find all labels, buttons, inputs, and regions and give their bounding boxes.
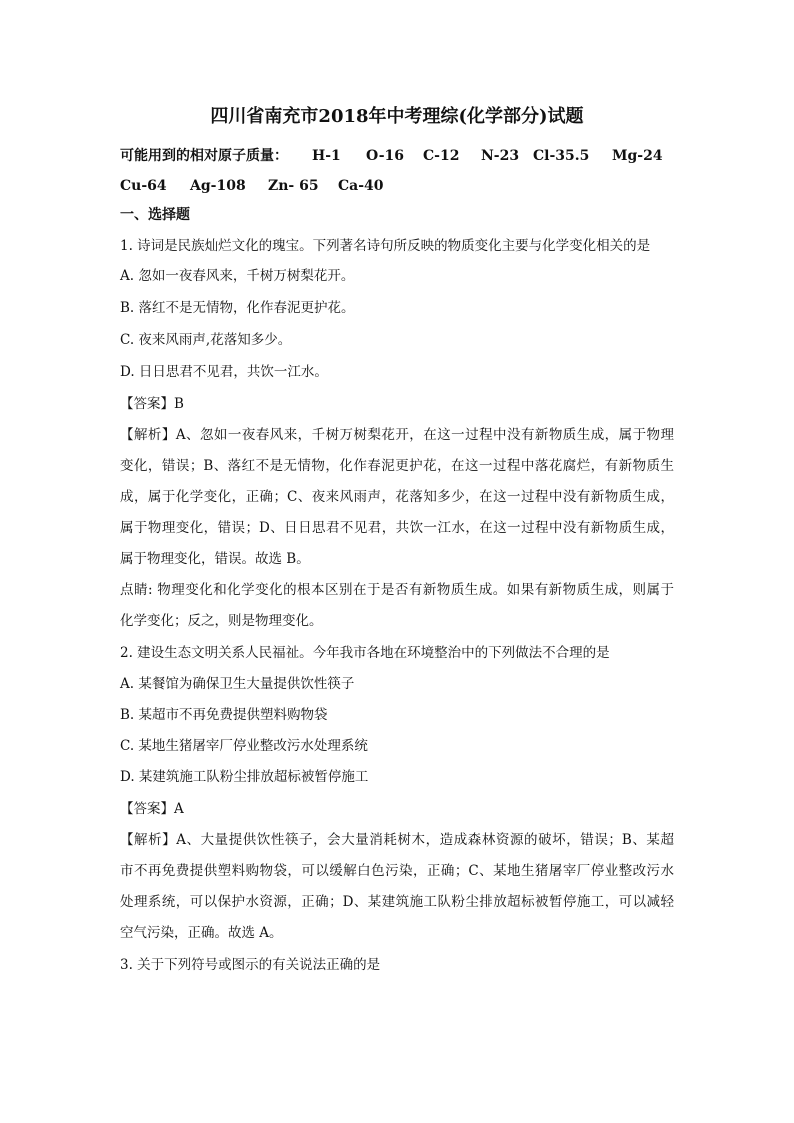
question-2-analysis-line: 处理系统，可以保护水资源，正确；D、某建筑施工队粉尘排放超标被暂停施工，可以减轻 (120, 894, 674, 910)
atomic-mass-item: Cu-64 (120, 178, 167, 194)
question-1-analysis-line: 变化，错误；B、落红不是无情物，化作春泥更护花，在这一过程中落花腐烂，有新物质生 (120, 458, 674, 474)
atomic-mass-item: O-16 (366, 148, 405, 164)
question-2-option-d: D. 某建筑施工队粉尘排放超标被暂停施工 (120, 769, 369, 785)
question-1-option-b: B. 落红不是无情物，化作春泥更护花。 (120, 300, 355, 316)
atomic-mass-item: H-1 (312, 148, 341, 164)
question-2-option-c: C. 某地生猪屠宰厂停业整改污水处理系统 (120, 738, 368, 754)
question-2-analysis-line: 空气污染，正确。故选 A。 (120, 925, 283, 941)
atomic-mass-item: N-23 (481, 148, 520, 164)
question-2-analysis-line: 【解析】A、大量提供饮性筷子，会大量消耗树木，造成森林资源的破坏，错误；B、某超 (120, 832, 674, 848)
question-1-stem: 1. 诗词是民族灿烂文化的瑰宝。下列著名诗句所反映的物质变化主要与化学变化相关的是 (120, 238, 651, 254)
question-1-option-a: A. 忽如一夜春风来，千树万树梨花开。 (120, 268, 355, 284)
question-1-analysis-line: 属于物理变化，错误；D、日日思君不见君，共饮一江水，在这一过程中没有新物质生成， (120, 520, 674, 536)
question-1-answer: 【答案】B (120, 396, 184, 412)
question-1-analysis-line: 属于物理变化，错误。故选 B。 (120, 551, 310, 567)
atomic-mass-item: Zn- 65 (268, 178, 319, 194)
question-2-option-b: B. 某超市不再免费提供塑料购物袋 (120, 707, 328, 723)
atomic-mass-item: Cl-35.5 (533, 148, 590, 164)
question-1-option-d: D. 日日思君不见君，共饮一江水。 (120, 364, 328, 380)
question-1-tip-line: 化学变化；反之，则是物理变化。 (120, 613, 323, 629)
question-2-stem: 2. 建设生态文明关系人民福祉。今年我市各地在环境整治中的下列做法不合理的是 (120, 645, 610, 661)
question-1-tip-line: 点睛: 物理变化和化学变化的根本区别在于是否有新物质生成。如果有新物质生成，则属于 (120, 582, 674, 598)
atomic-mass-item: Mg-24 (612, 148, 663, 164)
question-2-option-a: A. 某餐馆为确保卫生大量提供饮性筷子 (120, 676, 355, 692)
atomic-mass-item: C-12 (423, 148, 460, 164)
question-1-option-c: C. 夜来风雨声,花落知多少。 (120, 332, 292, 348)
question-1-analysis-line: 成，属于化学变化，正确；C、夜来风雨声，花落知多少，在这一过程中没有新物质生成， (120, 489, 674, 505)
question-3-stem: 3. 关于下列符号或图示的有关说法正确的是 (120, 957, 381, 973)
atomic-mass-item: Ag-108 (190, 178, 246, 194)
atomic-mass-label: 可能用到的相对原子质量： (120, 148, 288, 164)
atomic-mass-item: Ca-40 (338, 178, 384, 194)
question-1-analysis-line: 【解析】A、忽如一夜春风来，千树万树梨花开，在这一过程中没有新物质生成，属于物理 (120, 427, 674, 443)
question-2-answer: 【答案】A (120, 801, 184, 817)
question-2-analysis-line: 市不再免费提供塑料购物袋，可以缓解白色污染，正确；C、某地生猪屠宰厂停业整改污水 (120, 863, 674, 879)
document-title: 四川省南充市2018年中考理综(化学部分)试题 (210, 106, 584, 127)
section-heading: 一、选择题 (120, 207, 190, 223)
